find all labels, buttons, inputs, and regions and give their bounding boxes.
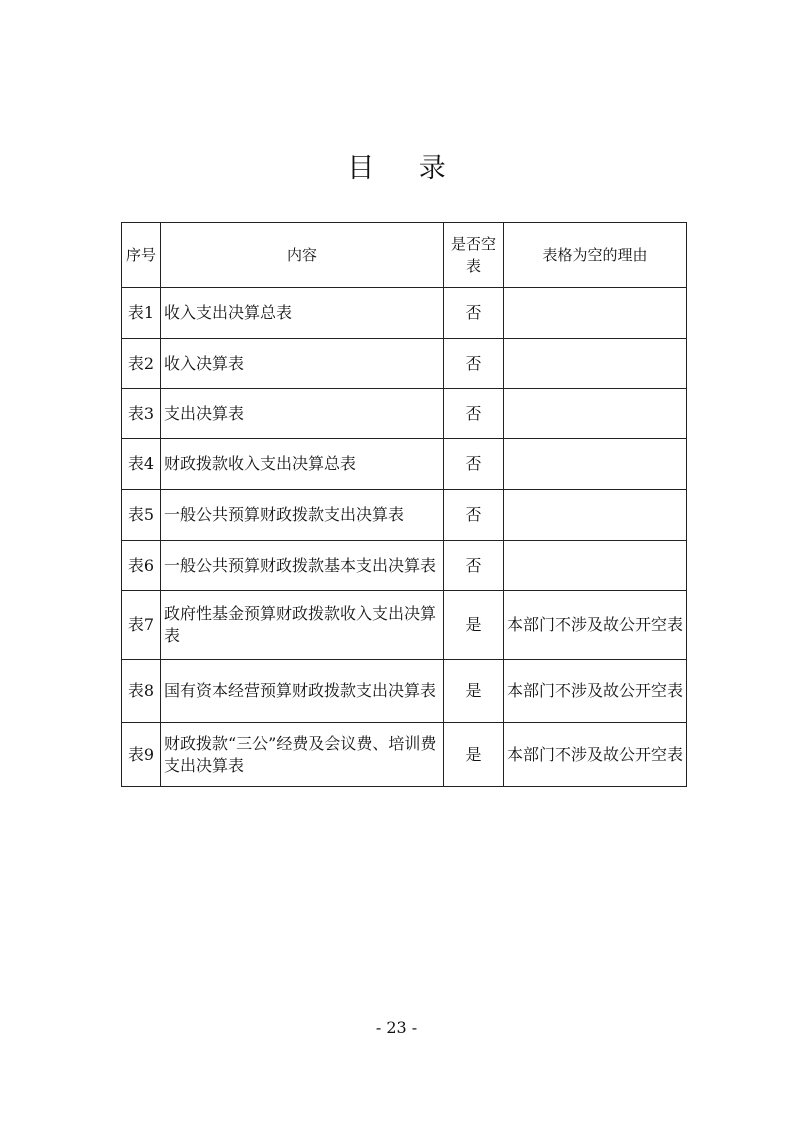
table-header-row <box>122 223 687 288</box>
row-reason <box>504 439 687 490</box>
row-number: 表2 <box>122 339 161 389</box>
row-number: 表1 <box>122 288 161 339</box>
row-content: 收入支出决算总表 <box>161 288 444 339</box>
contents-table <box>121 222 687 787</box>
table-row <box>122 541 687 591</box>
row-content: 政府性基金预算财政拨款收入支出决算表 <box>161 591 444 660</box>
row-empty-flag: 是 <box>444 591 504 660</box>
table-row <box>122 339 687 389</box>
header-reason: 表格为空的理由 <box>504 223 687 288</box>
row-empty-flag: 是 <box>444 660 504 723</box>
table-row <box>122 439 687 490</box>
row-number: 表8 <box>122 660 161 723</box>
row-number: 表5 <box>122 490 161 541</box>
table-row <box>122 591 687 660</box>
header-empty: 是否空表 <box>444 223 504 288</box>
row-number: 表3 <box>122 389 161 439</box>
row-reason <box>504 339 687 389</box>
row-content: 财政拨款“三公”经费及会议费、培训费支出决算表 <box>161 723 444 787</box>
row-empty-flag: 否 <box>444 541 504 591</box>
row-content: 国有资本经营预算财政拨款支出决算表 <box>161 660 444 723</box>
row-number: 表9 <box>122 723 161 787</box>
row-content: 一般公共预算财政拨款基本支出决算表 <box>161 541 444 591</box>
table-row <box>122 288 687 339</box>
row-content: 支出决算表 <box>161 389 444 439</box>
table-row <box>122 660 687 723</box>
row-reason <box>504 490 687 541</box>
table-row <box>122 389 687 439</box>
row-empty-flag: 否 <box>444 439 504 490</box>
row-content: 一般公共预算财政拨款支出决算表 <box>161 490 444 541</box>
row-empty-flag: 否 <box>444 288 504 339</box>
table-row <box>122 723 687 787</box>
row-empty-flag: 否 <box>444 389 504 439</box>
page-title: 目 录 <box>347 153 464 184</box>
row-reason: 本部门不涉及故公开空表 <box>504 660 687 723</box>
page-number: - 23 - <box>375 1018 418 1037</box>
row-reason: 本部门不涉及故公开空表 <box>504 591 687 660</box>
row-reason <box>504 389 687 439</box>
row-reason <box>504 288 687 339</box>
row-reason: 本部门不涉及故公开空表 <box>504 723 687 787</box>
row-content: 财政拨款收入支出决算总表 <box>161 439 444 490</box>
row-content: 收入决算表 <box>161 339 444 389</box>
row-number: 表7 <box>122 591 161 660</box>
header-number: 序号 <box>122 223 161 288</box>
row-empty-flag: 否 <box>444 490 504 541</box>
row-reason <box>504 541 687 591</box>
row-number: 表6 <box>122 541 161 591</box>
row-empty-flag: 否 <box>444 339 504 389</box>
row-number: 表4 <box>122 439 161 490</box>
header-content: 内容 <box>161 223 444 288</box>
table-row <box>122 490 687 541</box>
row-empty-flag: 是 <box>444 723 504 787</box>
